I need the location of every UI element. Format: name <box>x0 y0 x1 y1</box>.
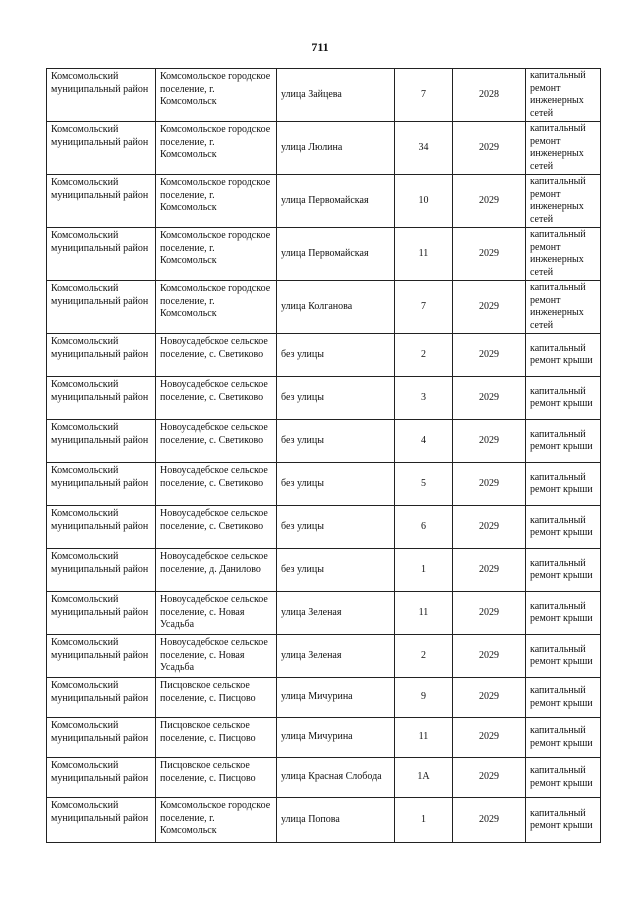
table-row <box>47 758 601 798</box>
table-row <box>47 420 601 463</box>
table-row <box>47 592 601 635</box>
cell-street: улица Мичурина <box>277 678 395 718</box>
cell-house: 7 <box>395 69 453 122</box>
cell-year: 2029 <box>453 281 526 334</box>
cell-year: 2029 <box>453 334 526 377</box>
cell-work: капитальный ремонт инженерных сетей <box>526 69 601 122</box>
cell-year: 2029 <box>453 758 526 798</box>
table-row <box>47 175 601 228</box>
table-row <box>47 678 601 718</box>
cell-street: улица Красная Слобода <box>277 758 395 798</box>
cell-year: 2029 <box>453 798 526 843</box>
cell-settlement: Новоусадебское сельское поселение, с. Светиково <box>156 506 277 549</box>
cell-year: 2029 <box>453 463 526 506</box>
cell-district: Комсомольский муниципальный район <box>47 175 156 228</box>
cell-house: 9 <box>395 678 453 718</box>
cell-street: без улицы <box>277 420 395 463</box>
cell-settlement: Писцовское сельское поселение, с. Писцово <box>156 678 277 718</box>
cell-street: без улицы <box>277 506 395 549</box>
cell-settlement: Комсомольское городское поселение, г. Комсомольск <box>156 798 277 843</box>
cell-work: капитальный ремонт инженерных сетей <box>526 122 601 175</box>
cell-year: 2029 <box>453 420 526 463</box>
cell-settlement: Новоусадебское сельское поселение, с. Новая Усадьба <box>156 592 277 635</box>
cell-house: 11 <box>395 228 453 281</box>
cell-settlement: Комсомольское городское поселение, г. Комсомольск <box>156 281 277 334</box>
table-row <box>47 798 601 843</box>
cell-street: улица Мичурина <box>277 718 395 758</box>
cell-house: 6 <box>395 506 453 549</box>
cell-settlement: Новоусадебское сельское поселение, с. Светиково <box>156 420 277 463</box>
cell-street: без улицы <box>277 463 395 506</box>
table-row <box>47 122 601 175</box>
cell-house: 1 <box>395 549 453 592</box>
cell-settlement: Комсомольское городское поселение, г. Комсомольск <box>156 228 277 281</box>
cell-district: Комсомольский муниципальный район <box>47 506 156 549</box>
cell-year: 2029 <box>453 718 526 758</box>
cell-work: капитальный ремонт крыши <box>526 334 601 377</box>
cell-district: Комсомольский муниципальный район <box>47 758 156 798</box>
cell-work: капитальный ремонт крыши <box>526 506 601 549</box>
cell-house: 11 <box>395 718 453 758</box>
cell-work: капитальный ремонт крыши <box>526 635 601 678</box>
cell-house: 34 <box>395 122 453 175</box>
table-row <box>47 549 601 592</box>
table-row <box>47 377 601 420</box>
cell-work: капитальный ремонт крыши <box>526 592 601 635</box>
cell-work: капитальный ремонт инженерных сетей <box>526 281 601 334</box>
cell-year: 2028 <box>453 69 526 122</box>
cell-district: Комсомольский муниципальный район <box>47 549 156 592</box>
cell-district: Комсомольский муниципальный район <box>47 635 156 678</box>
table-row <box>47 69 601 122</box>
table-row <box>47 281 601 334</box>
cell-year: 2029 <box>453 377 526 420</box>
cell-work: капитальный ремонт крыши <box>526 377 601 420</box>
cell-work: капитальный ремонт инженерных сетей <box>526 175 601 228</box>
cell-year: 2029 <box>453 678 526 718</box>
cell-settlement: Новоусадебское сельское поселение, д. Данилово <box>156 549 277 592</box>
cell-district: Комсомольский муниципальный район <box>47 281 156 334</box>
cell-house: 7 <box>395 281 453 334</box>
cell-work: капитальный ремонт крыши <box>526 549 601 592</box>
cell-street: улица Попова <box>277 798 395 843</box>
cell-settlement: Комсомольское городское поселение, г. Комсомольск <box>156 175 277 228</box>
table-row <box>47 635 601 678</box>
cell-settlement: Комсомольское городское поселение, г. Комсомольск <box>156 69 277 122</box>
cell-street: улица Люлина <box>277 122 395 175</box>
cell-street: без улицы <box>277 334 395 377</box>
cell-district: Комсомольский муниципальный район <box>47 463 156 506</box>
cell-street: без улицы <box>277 549 395 592</box>
cell-district: Комсомольский муниципальный район <box>47 420 156 463</box>
cell-district: Комсомольский муниципальный район <box>47 798 156 843</box>
cell-district: Комсомольский муниципальный район <box>47 334 156 377</box>
table-row <box>47 228 601 281</box>
cell-street: улица Первомайская <box>277 175 395 228</box>
cell-street: улица Зеленая <box>277 635 395 678</box>
cell-work: капитальный ремонт крыши <box>526 463 601 506</box>
cell-work: капитальный ремонт крыши <box>526 420 601 463</box>
cell-work: капитальный ремонт крыши <box>526 678 601 718</box>
table-row <box>47 506 601 549</box>
cell-district: Комсомольский муниципальный район <box>47 592 156 635</box>
cell-street: улица Колганова <box>277 281 395 334</box>
cell-year: 2029 <box>453 506 526 549</box>
cell-street: улица Первомайская <box>277 228 395 281</box>
cell-work: капитальный ремонт крыши <box>526 798 601 843</box>
cell-house: 1 <box>395 798 453 843</box>
cell-district: Комсомольский муниципальный район <box>47 228 156 281</box>
cell-work: капитальный ремонт крыши <box>526 758 601 798</box>
cell-settlement: Новоусадебское сельское поселение, с. Светиково <box>156 463 277 506</box>
table-row <box>47 463 601 506</box>
cell-district: Комсомольский муниципальный район <box>47 69 156 122</box>
cell-year: 2029 <box>453 122 526 175</box>
cell-year: 2029 <box>453 592 526 635</box>
table-row <box>47 334 601 377</box>
cell-settlement: Новоусадебское сельское поселение, с. Светиково <box>156 334 277 377</box>
cell-street: улица Зайцева <box>277 69 395 122</box>
cell-year: 2029 <box>453 635 526 678</box>
cell-year: 2029 <box>453 549 526 592</box>
cell-work: капитальный ремонт инженерных сетей <box>526 228 601 281</box>
cell-year: 2029 <box>453 175 526 228</box>
cell-work: капитальный ремонт крыши <box>526 718 601 758</box>
cell-house: 11 <box>395 592 453 635</box>
cell-district: Комсомольский муниципальный район <box>47 377 156 420</box>
cell-house: 1А <box>395 758 453 798</box>
cell-house: 5 <box>395 463 453 506</box>
cell-year: 2029 <box>453 228 526 281</box>
cell-settlement: Писцовское сельское поселение, с. Писцово <box>156 758 277 798</box>
cell-house: 4 <box>395 420 453 463</box>
cell-district: Комсомольский муниципальный район <box>47 122 156 175</box>
cell-house: 2 <box>395 635 453 678</box>
cell-house: 10 <box>395 175 453 228</box>
cell-district: Комсомольский муниципальный район <box>47 718 156 758</box>
cell-house: 2 <box>395 334 453 377</box>
cell-settlement: Новоусадебское сельское поселение, с. Светиково <box>156 377 277 420</box>
table-row <box>47 718 601 758</box>
page-number: 711 <box>311 40 329 54</box>
cell-district: Комсомольский муниципальный район <box>47 678 156 718</box>
cell-street: без улицы <box>277 377 395 420</box>
housing-repair-table <box>46 68 601 843</box>
cell-settlement: Писцовское сельское поселение, с. Писцово <box>156 718 277 758</box>
cell-street: улица Зеленая <box>277 592 395 635</box>
cell-settlement: Комсомольское городское поселение, г. Комсомольск <box>156 122 277 175</box>
cell-house: 3 <box>395 377 453 420</box>
cell-settlement: Новоусадебское сельское поселение, с. Новая Усадьба <box>156 635 277 678</box>
